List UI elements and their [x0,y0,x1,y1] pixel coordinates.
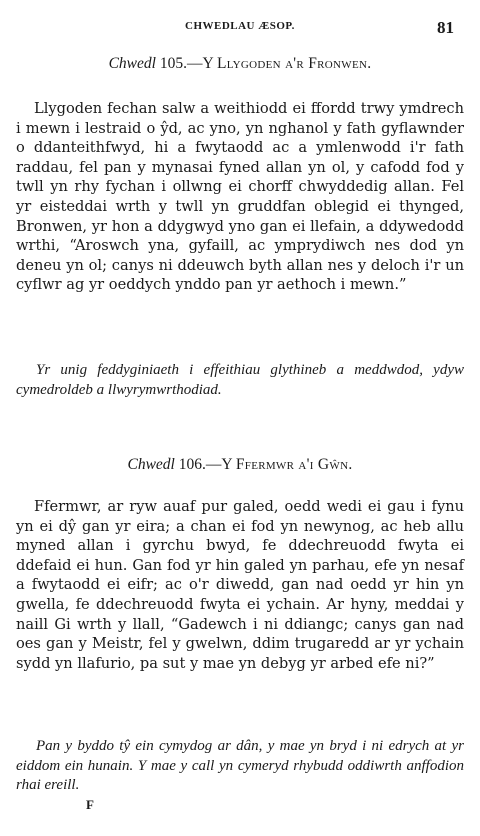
fable-number: 105.—Y [159,55,214,72]
fable-number: 106.—Y [178,456,232,473]
running-head [0,18,480,38]
page-number: 81 [437,18,454,37]
fable-heading-106 [0,456,480,474]
fable-heading-105 [0,55,480,73]
signature-mark: F [86,797,94,812]
fable-title: Ffermwr a'i Gŵn. [235,456,353,473]
fable-body-106: Ffermwr, ar ryw auaf pur galed, oedd wedi ei gau i fynu yn ei dŷ gan yr eira; a chan ei fod yn newynog, ac heb allu myned allan i gyrchu bwyd, fe ddechreuodd fwyta ei ddefaid ei hun. Gan fod yr hin galed yn parhau, efe yn nesaf a fwytaodd ei eifr; ac o'r diwedd, gan nad oedd yr hin yn gwella, fe ddechreuodd fwyta ei ychain. Ar hyny, meddai y naill Gi wrth y llall, “Gadewch i ni ddiangc; canys gan nad oes gan y Meistr, fel y gwelwn, ddim trugaredd ar yr ychain sydd yn llafurio, pa sut y mae yn debyg yr arbed efe ni?” [16,498,464,672]
fable-title: Llygoden a'r Fronwen. [216,55,372,72]
fable-label: Chwedl [127,456,175,473]
fable-moral-106: Pan y byddo tŷ ein cymydog ar dân, y mae yn bryd i ni edrych at yr eiddom ein hunain. Y mae y call yn cymeryd rhybudd oddiwrth anffodion rhai ereill. [16,738,464,793]
fable-body-105: Llygoden fechan salw a weithiodd ei ffordd trwy ymdrech i mewn i lestraid o ŷd, ac yno, yn nghanol y fath gyflawnder o ddanteithfwyd, hi a fwytaodd ac a ymlenwodd i'r fath raddau, fel pan y mynasai fyned allan yn ol, y cafodd fod y twll yn rhy fychan i ollwng ei chorff chwyddedig allan. Fel yr eisteddai wrth y twll yn gruddfan oblegid ei thynged, Bronwen, yr hon a ddygwyd yno gan ei llefain, a ddywedodd wrthi, “Aroswch yna, gyfaill, ac ymprydiwch nes dod yn deneu yn ol; canys ni ddeuwch byth allan nes y deloch i'r un cyflwr ag yr oeddych ynddo pan yr aethoch i mewn.” [16,100,464,294]
fable-moral-105: Yr unig feddyginiaeth i effeithiau glythineb a meddwdod, ydyw cymedroldeb a llwyrymwrthodiad. [16,362,464,398]
fable-label: Chwedl [108,55,156,72]
running-title: CHWEDLAU ÆSOP. [185,20,295,32]
